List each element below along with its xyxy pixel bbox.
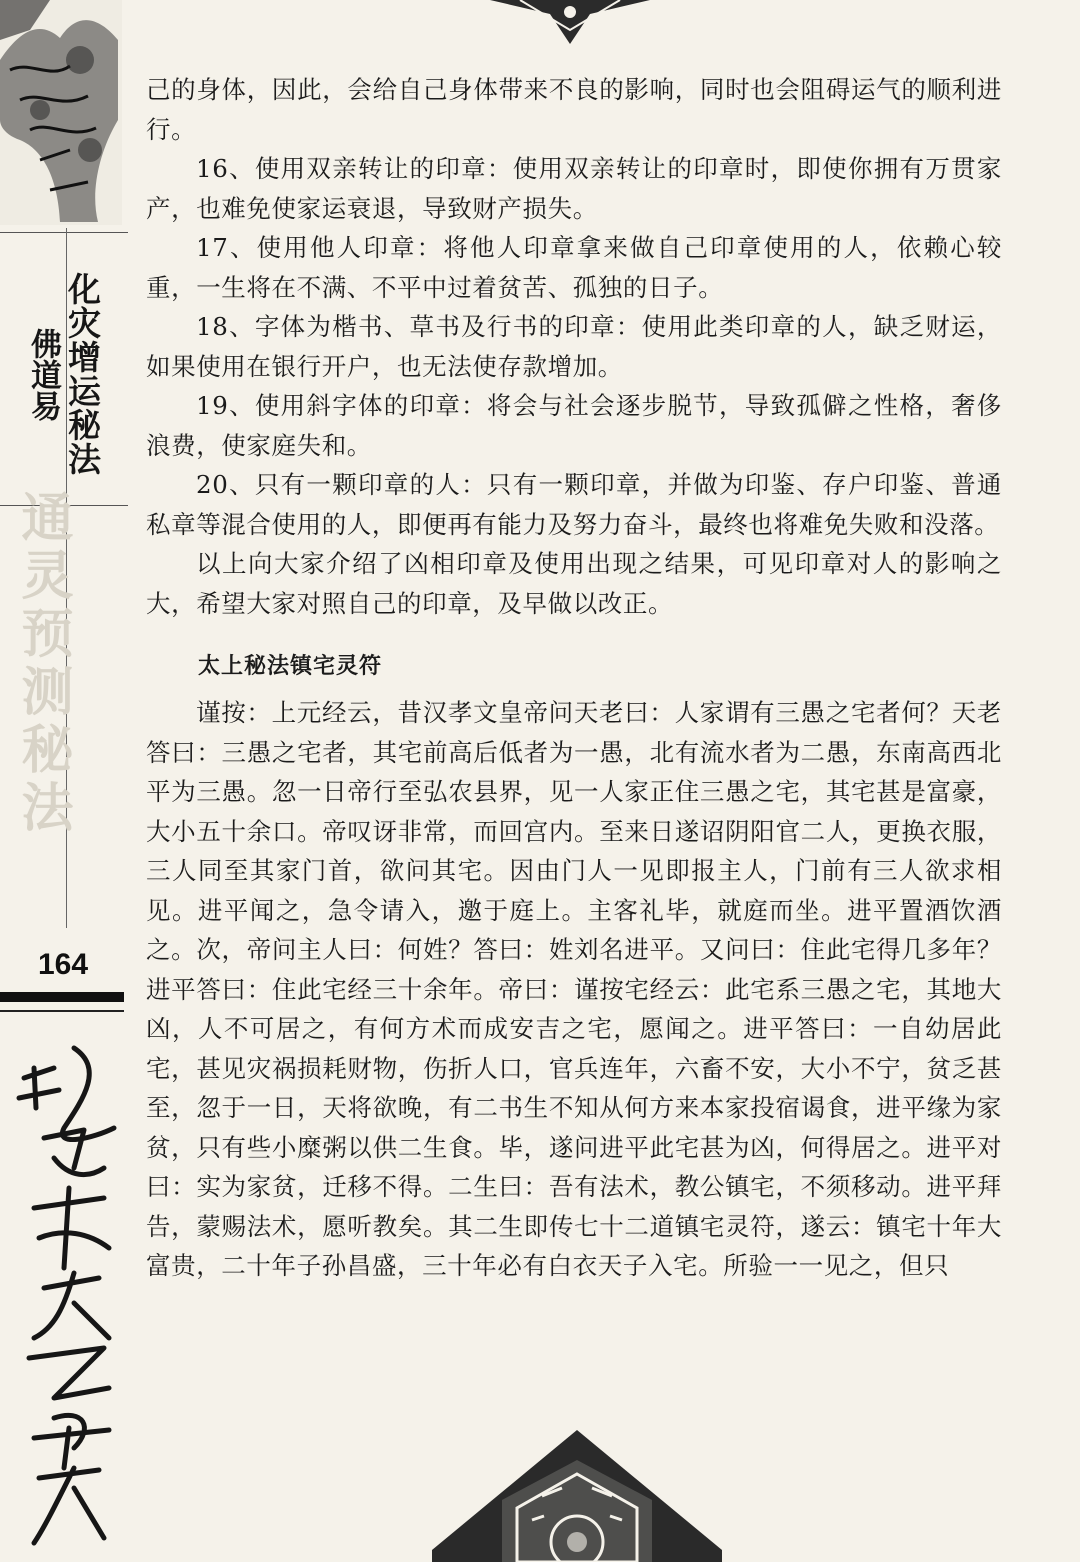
page-number: 164 xyxy=(38,948,89,981)
spine-book-title: 化灾增运秘法 xyxy=(63,272,102,476)
item-20: 20、只有一颗印章的人：只有一颗印章，并做为印鉴、存户印鉴、普通私章等混合使用的人，即便再有能力及努力奋斗，最终也将难免失败和没落。 xyxy=(146,470,1002,539)
paragraph-continued: 己的身体，因此，会给自己身体带来不良的影响，同时也会阻碍运气的顺利进行。 xyxy=(146,75,1002,144)
margin-rule-top xyxy=(0,232,128,233)
margin-tree-illustration xyxy=(0,0,122,225)
calligraphy-signature xyxy=(14,1038,124,1553)
summary-paragraph: 以上向大家介绍了凶相印章及使用出现之结果，可见印章对人的影响之大，希望大家对照自己的印章，及早做以改正。 xyxy=(146,549,1002,618)
item-17: 17、使用他人印章：将他人印章拿来做自己印章使用的人，依赖心较重，一生将在不满、不平中过着贫苦、孤独的日子。 xyxy=(146,233,1002,302)
item-18: 18、字体为楷书、草书及行书的印章：使用此类印章的人，缺乏财运，如果使用在银行开户，也无法使存款增加。 xyxy=(146,312,1002,381)
page-number-rule xyxy=(0,1010,124,1012)
bottom-bagua-ornament xyxy=(432,1430,722,1562)
section-heading: 太上秘法镇宅灵符 xyxy=(198,654,383,679)
spine-book-subtitle: 佛道易 xyxy=(25,328,61,421)
story-paragraph: 谨按：上元经云，昔汉孝文皇帝问天老曰：人家谓有三愚之宅者何？天老答曰：三愚之宅者，其宅前高后低者为一愚，北有流水者为二愚，东南高西北平为三愚。忽一日帝行至弘农县界，见一人家正住三愚之宅，其宅甚是富豪，大小五十余口。帝叹讶非常，而回宫内。至来日遂诏阴阳官二人，更换衣服，三人同至其家门首，欲问其宅。因由门人一见即报主人，门前有三人欲求相见。进平闻之，急令请入，邀于庭上。主客礼毕，就庭而坐。进平置酒饮酒之。次，帝问主人曰：何姓？答曰：姓刘名进平。又问曰：住此宅得几多年？进平答曰：住此宅经三十余年。帝曰：谨按宅经云：此宅系三愚之宅，其地大凶，人不可居之，有何方术而成安吉之宅，愿闻之。进平答曰：一自幼居此宅，甚见灾祸损耗财物，伤折人口，官兵连年，六畜不安，大小不宁，贫乏甚至，忽于一日，天将欲晚，有二书生不知从何方来本家投宿谒食，进平缘为家贫，只有些小糜粥以供二生食。毕，遂问进平此宅甚为凶，何得居之。进平对曰：实为家贫，迁移不得。二生曰：吾有法术，教公镇宅，不须移动。进平拜告，蒙赐法术，愿听教矣。其二生即传七十二道镇宅灵符，遂云：镇宅十年大富贵，二十年子孙昌盛，三十年必有白衣天子入宅。所验一一见之，但只 xyxy=(146,698,1002,1280)
body-text xyxy=(146,70,1002,1286)
spine-faint-title: 通灵预测秘法 xyxy=(12,490,72,838)
item-19: 19、使用斜字体的印章：将会与社会逐步脱节，导致孤僻之性格，奢侈浪费，使家庭失和。 xyxy=(146,391,1002,460)
top-ornament xyxy=(490,0,650,46)
page-number-bar xyxy=(0,992,124,1002)
item-16: 16、使用双亲转让的印章：使用双亲转让的印章时，即使你拥有万贯家产，也难免使家运衰退，导致财产损失。 xyxy=(146,154,1002,223)
